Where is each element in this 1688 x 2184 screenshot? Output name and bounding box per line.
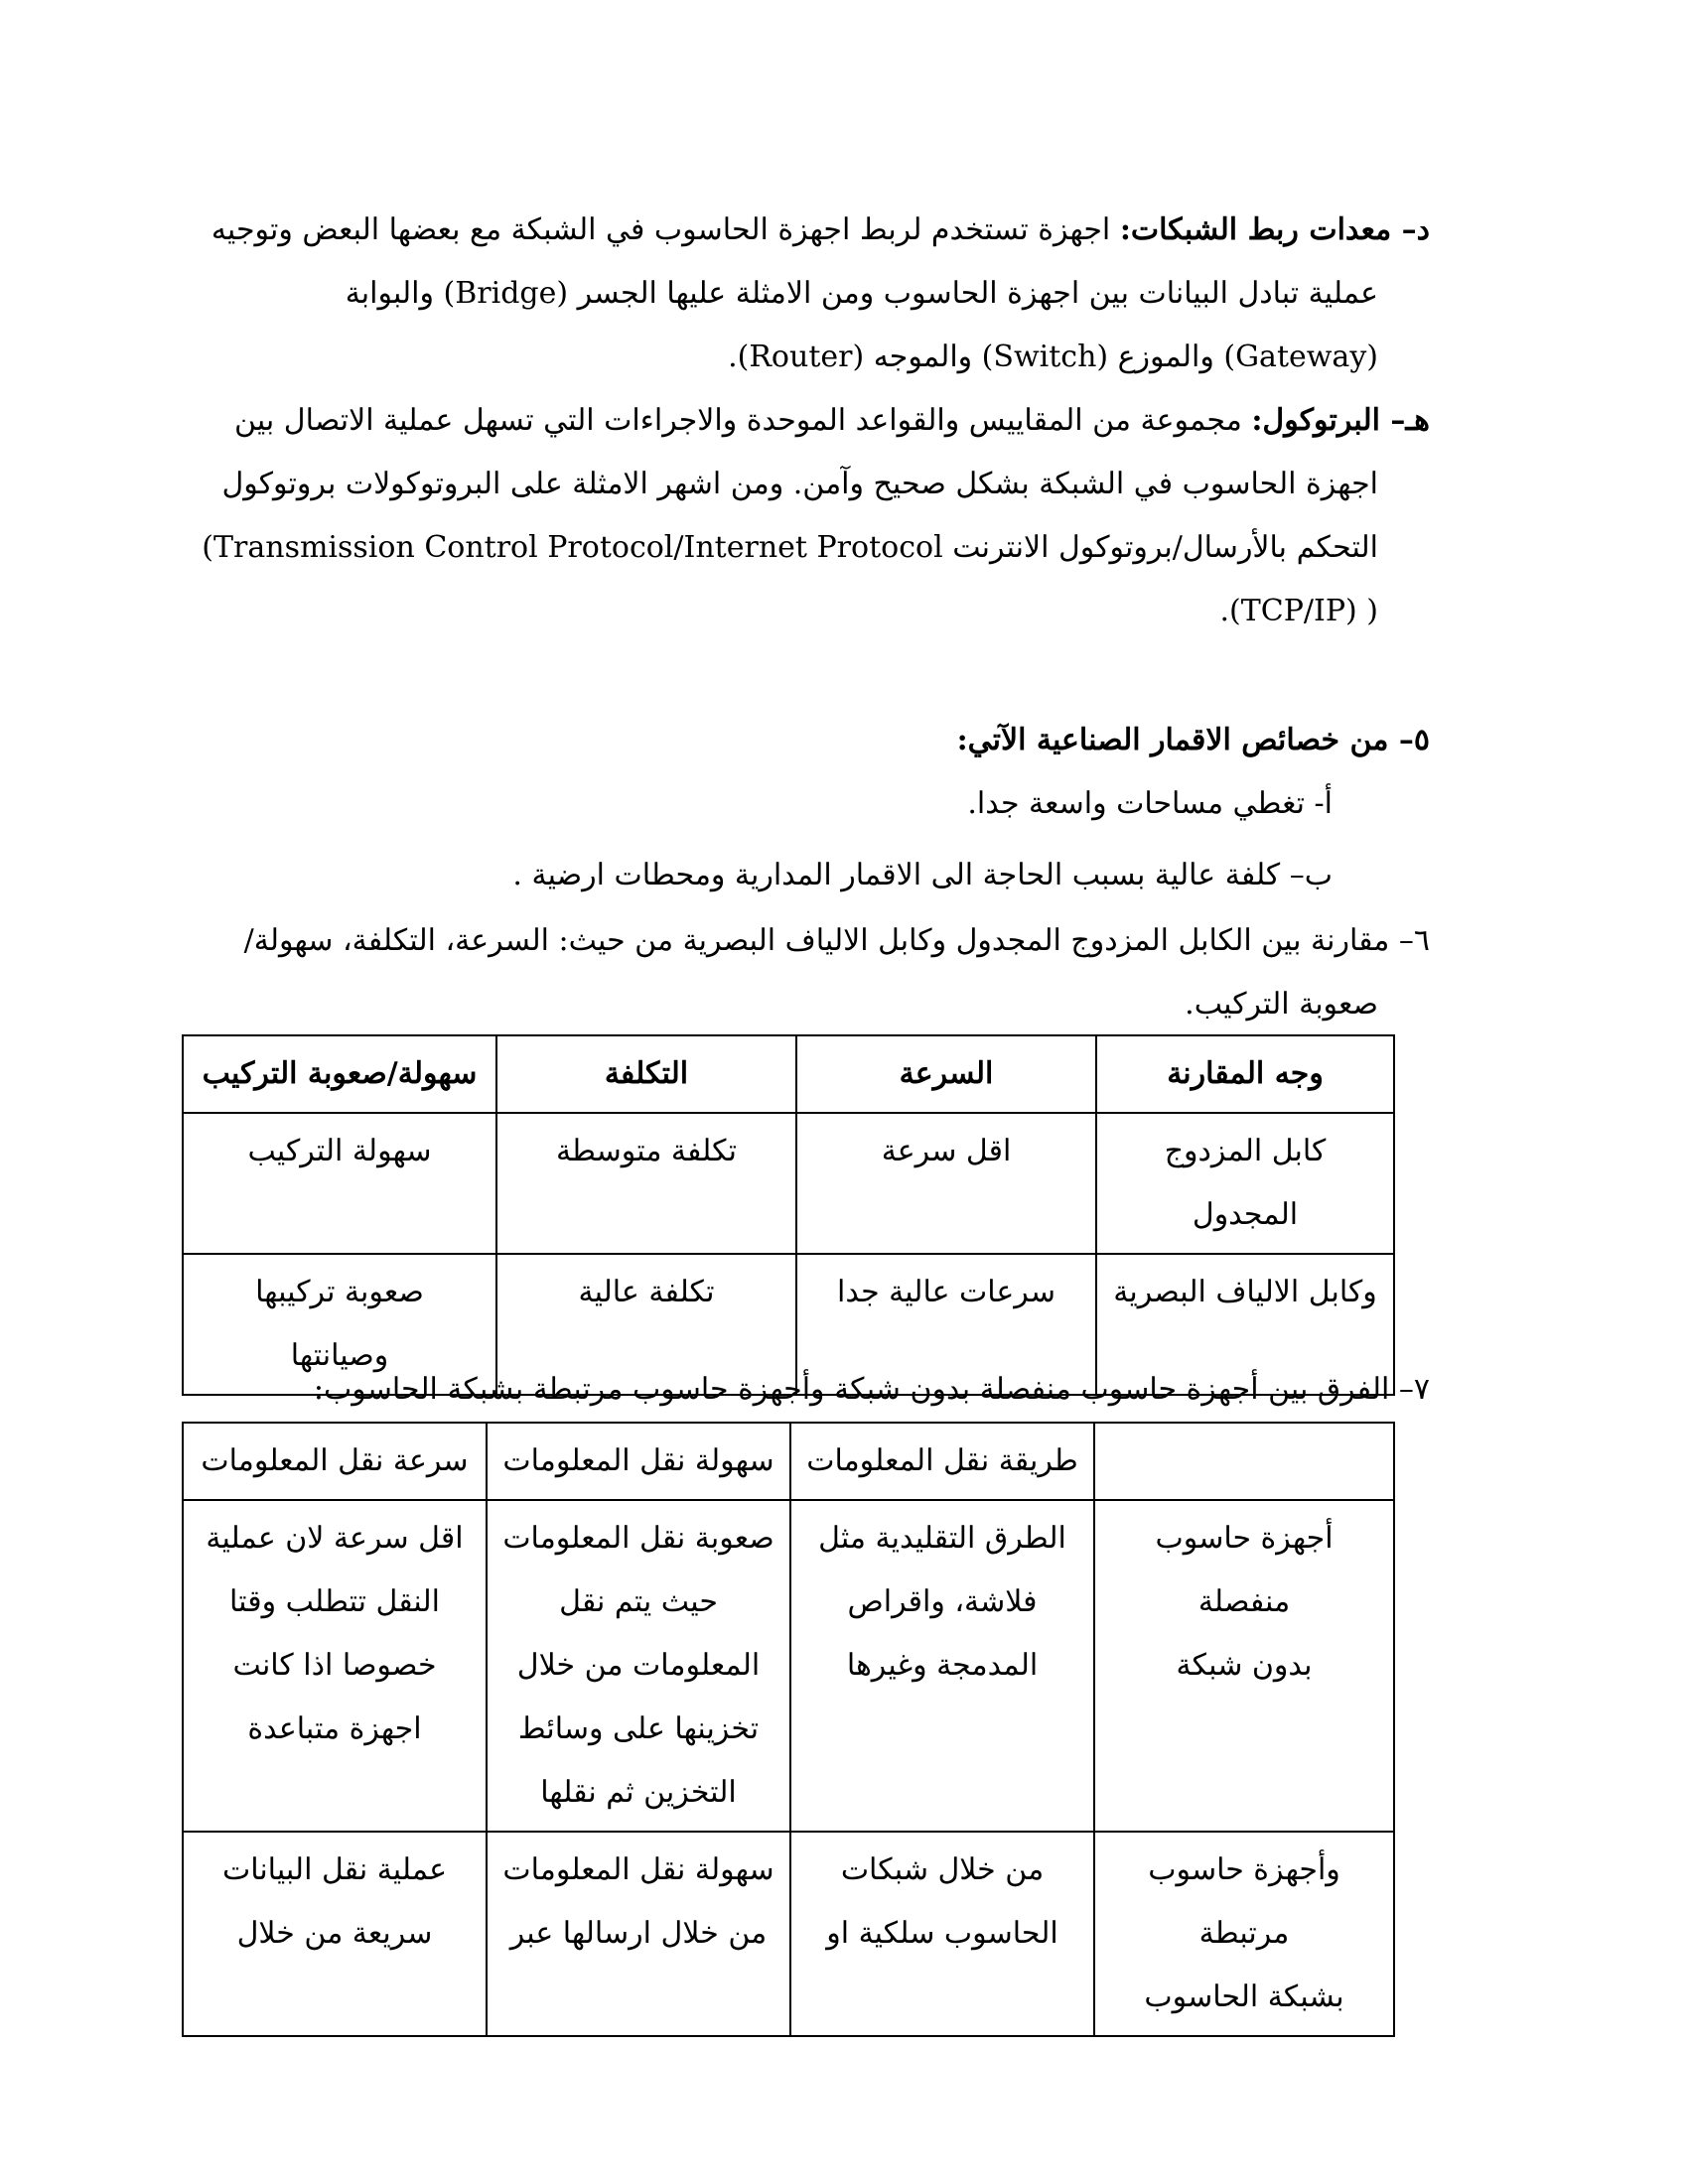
cell-line: اقل سرعة لان عملية: [206, 1521, 464, 1556]
cell-line: التخزين ثم نقلها: [540, 1775, 737, 1810]
section-d-line3: (Gateway) والموزع (Switch) والموجه (Router).: [728, 340, 1378, 374]
cable-comparison-table: [182, 1034, 1395, 1396]
table-header-cell: سهولة نقل المعلومات: [487, 1423, 790, 1500]
section-7-line1: ٧– الفرق بين أجهزة حاسوب منفصلة بدون شبكة وأجهزة حاسوب مرتبطة بشبكة الحاسوب:: [313, 1372, 1430, 1407]
cell-line: عملية نقل البيانات: [221, 1852, 448, 1887]
section-6-line1: ٦– مقارنة بين الكابل المزدوج المجدول وكابل الالياف البصرية من حيث: السرعة، التكلفة، سهولة/: [243, 923, 1430, 958]
table-header-cell: سرعة نقل المعلومات: [183, 1423, 487, 1500]
table-row: [183, 1113, 1394, 1254]
table-header-cell: سهولة/صعوبة التركيب: [183, 1035, 496, 1113]
section-5-item-a: أ- تغطي مساحات واسعة جدا.: [967, 786, 1333, 821]
section-d-heading: د– معدات ربط الشبكات:: [1119, 212, 1430, 247]
table-header-cell: السرعة: [796, 1035, 1096, 1113]
table-header-cell: طريقة نقل المعلومات: [790, 1423, 1094, 1500]
cell-line: أجهزة حاسوب منفصلة: [1155, 1521, 1334, 1619]
section-h-line3: التحكم بالأرسال/بروتوكول الانترنت Transmission Control Protocol/Internet Protocol): [202, 530, 1378, 565]
cell-line: بدون شبكة: [1176, 1648, 1313, 1683]
cell-line: بشبكة الحاسوب: [1144, 1979, 1344, 2014]
table-cell: وكابل الالياف البصرية: [1096, 1254, 1394, 1395]
section-h-heading: هـ– البرتوكول:: [1251, 403, 1430, 438]
section-d-line1: [209, 210, 1430, 250]
cell-line: فلاشة، واقراص: [847, 1584, 1038, 1619]
table-cell: [487, 1832, 790, 2036]
section-h-line1: [234, 401, 1430, 441]
table-header-cell: وجه المقارنة: [1096, 1035, 1394, 1113]
cell-line: اجهزة متباعدة: [247, 1711, 422, 1746]
table-row: [183, 1035, 1394, 1113]
network-difference-table: [182, 1422, 1395, 2037]
cell-line: من خلال ارسالها عبر: [509, 1916, 768, 1951]
section-6-line2: صعوبة التركيب.: [1185, 987, 1378, 1022]
section-h-text1: مجموعة من المقاييس والقواعد الموحدة والاجراءات التي تسهل عملية الاتصال بين: [234, 403, 1242, 438]
section-5-heading: ٥– من خصائص الاقمار الصناعية الآتي:: [956, 723, 1430, 757]
cell-line: من خلال شبكات: [840, 1852, 1045, 1887]
table-cell: كابل المزدوج المجدول: [1096, 1113, 1394, 1254]
section-d-line2: عملية تبادل البيانات بين اجهزة الحاسوب ومن الامثلة عليها الجسر (Bridge) والبوابة: [345, 276, 1378, 311]
cell-line: سريعة من خلال: [236, 1916, 433, 1951]
section-d-text1: اجهزة تستخدم لربط اجهزة الحاسوب في الشبكة مع بعضها البعض وتوجيه: [211, 212, 1111, 247]
table-cell: تكلفة متوسطة: [496, 1113, 796, 1254]
cell-line: المدمجة وغيرها: [846, 1648, 1039, 1683]
cell-line: حيث يتم نقل: [559, 1584, 718, 1619]
table-cell: سهولة التركيب: [183, 1113, 496, 1254]
cell-line: صعوبة تركيبها: [255, 1275, 424, 1309]
table-cell: [183, 1832, 487, 2036]
cell-line: المعلومات من خلال: [516, 1648, 761, 1683]
table-header-cell: التكلفة: [496, 1035, 796, 1113]
cell-line: خصوصا اذا كانت: [232, 1648, 437, 1683]
table-cell: اقل سرعة: [796, 1113, 1096, 1254]
table-row: [183, 1832, 1394, 2036]
table-cell: [487, 1500, 790, 1832]
section-5-item-b: ب– كلفة عالية بسبب الحاجة الى الاقمار المدارية ومحطات ارضية .: [512, 858, 1333, 892]
table-header-cell: [1094, 1423, 1394, 1500]
table-cell: تكلفة عالية: [496, 1254, 796, 1395]
table-cell: [790, 1500, 1094, 1832]
cell-line: تخزينها على وسائط: [517, 1711, 760, 1746]
section-h-line4: ( (TCP/IP).: [1219, 594, 1378, 628]
cell-line: وأجهزة حاسوب مرتبطة: [1148, 1852, 1340, 1951]
cell-line: الحاسوب سلكية او: [826, 1916, 1058, 1951]
table-row: [183, 1423, 1394, 1500]
table-cell: [790, 1832, 1094, 2036]
cell-line: صعوبة نقل المعلومات: [502, 1521, 774, 1556]
section-h-line2: اجهزة الحاسوب في الشبكة بشكل صحيح وآمن. ومن اشهر الامثلة على البروتوكولات بروتوكول: [221, 467, 1378, 501]
table-cell: سرعات عالية جدا: [796, 1254, 1096, 1395]
table-cell: [1094, 1832, 1394, 2036]
cell-line: النقل تتطلب وقتا: [229, 1584, 440, 1619]
cell-line: سهولة نقل المعلومات: [502, 1852, 774, 1887]
table-row: [183, 1500, 1394, 1832]
cell-line: الطرق التقليدية مثل: [818, 1521, 1066, 1556]
table-cell: [1094, 1500, 1394, 1832]
cell-line: وصيانتها: [290, 1338, 389, 1373]
table-cell: [183, 1500, 487, 1832]
